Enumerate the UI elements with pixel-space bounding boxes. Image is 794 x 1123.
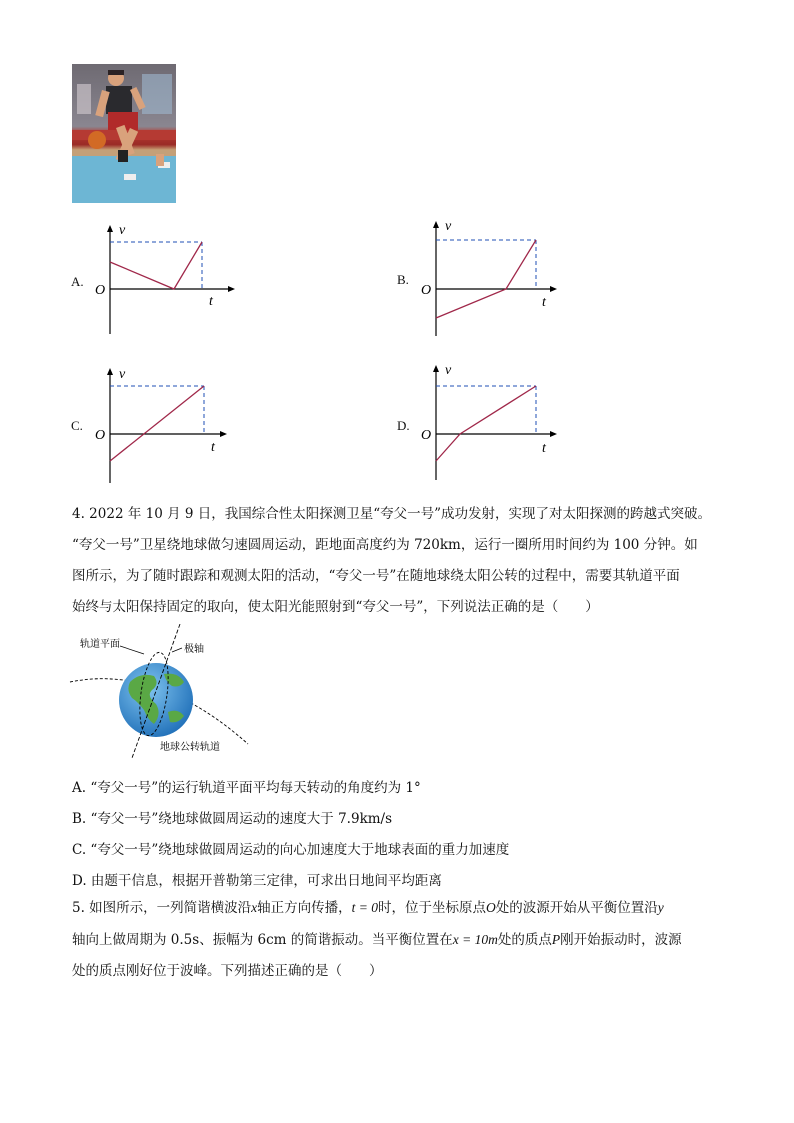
option-d-letter: D. [397,418,410,433]
q5-line-3: 处的质点刚好位于波峰。下列描述正确的是（ ） [72,963,383,979]
label-orbit-plane: 轨道平面 [80,639,120,650]
question-4-stem [72,499,752,623]
q4-line-3: 图所示，为了随时跟踪和观测太阳的活动，“夸父一号”在随地球绕太阳公转的过程中，需要其轨道平面 [72,568,680,584]
option-a-letter: A. [71,274,84,289]
option-c-letter: C. [71,418,83,433]
q4-option-d[interactable]: D. 由题干信息，根据开普勒第三定律，可求出日地间平均距离 [72,873,442,889]
q4-line-1: 4. 2022 年 10 月 9 日，我国综合性太阳探测卫星“夸父一号”成功发射，实现了对太阳探测的跨越式突破。 [72,506,712,522]
graph-a-origin-label: O [95,283,106,298]
q4-option-c[interactable]: C. “夸父一号”绕地球做圆周运动的向心加速度大于地球表面的重力加速度 [72,842,510,858]
graph-a-v-label: v [119,223,126,238]
graph-b-origin-label: O [421,283,432,298]
q5-l2-c: 刚开始振动时，波源 [560,932,682,948]
q5-var-o: O [486,900,496,915]
q4-line-2: “夸父一号”卫星绕地球做匀速圆周运动，距地面高度约为 720km，运行一圈所用时间约为 100 分钟。如 [72,537,698,553]
q5-var-x: x [251,900,258,915]
q5-l1-d: 处的波源开始从平衡位置沿 [495,900,658,916]
q5-l1-c: 时，位于坐标原点 [378,900,487,916]
q4-option-a[interactable]: A. “夸父一号”的运行轨道平面平均每天转动的角度约为 1° [72,780,421,796]
q4-option-b[interactable]: B. “夸父一号”绕地球做圆周运动的速度大于 7.9km/s [72,811,393,827]
question-5-stem [72,892,752,987]
graph-c-origin-label: O [95,428,106,443]
q5-l1-b: 轴正方向传播， [257,900,352,916]
label-polar-axis: 极轴 [184,644,204,655]
graph-d-origin-label: O [421,428,432,443]
q5-l2-b: 处的质点 [497,932,552,948]
graph-b-v-label: v [445,219,452,234]
q5-l1-a: 5. 如图所示，一列简谐横波沿 [72,900,252,916]
graph-c-v-label: v [119,367,126,382]
q5-var-p: P [551,932,561,947]
q5-line-2 [72,924,752,956]
basketball-player-photo [72,64,176,203]
option-b-letter: B. [397,272,409,287]
q5-x10: x = 10m [452,932,498,947]
graph-a [92,222,262,347]
q5-t0: t = 0 [351,900,379,915]
graph-b [418,218,588,343]
graph-b-t-label: t [542,295,546,310]
label-revolution-orbit: 地球公转轨道 [160,742,220,753]
earth-orbit-figure [68,624,268,759]
q4-line-4: 始终与太阳保持固定的取向，使太阳光能照射到“夸父一号”，下列说法正确的是（ ） [72,599,599,615]
graph-d [418,362,588,487]
q5-var-y: y [657,900,664,915]
graph-d-v-label: v [445,363,452,378]
graph-a-t-label: t [209,294,213,309]
graph-c-t-label: t [211,440,215,455]
q5-l2-a: 轴向上做周期为 0.5s、振幅为 6cm 的简谐振动。当平衡位置在 [72,932,453,948]
graph-d-t-label: t [542,441,546,456]
q5-line-1 [72,892,752,924]
graph-c [92,365,262,490]
